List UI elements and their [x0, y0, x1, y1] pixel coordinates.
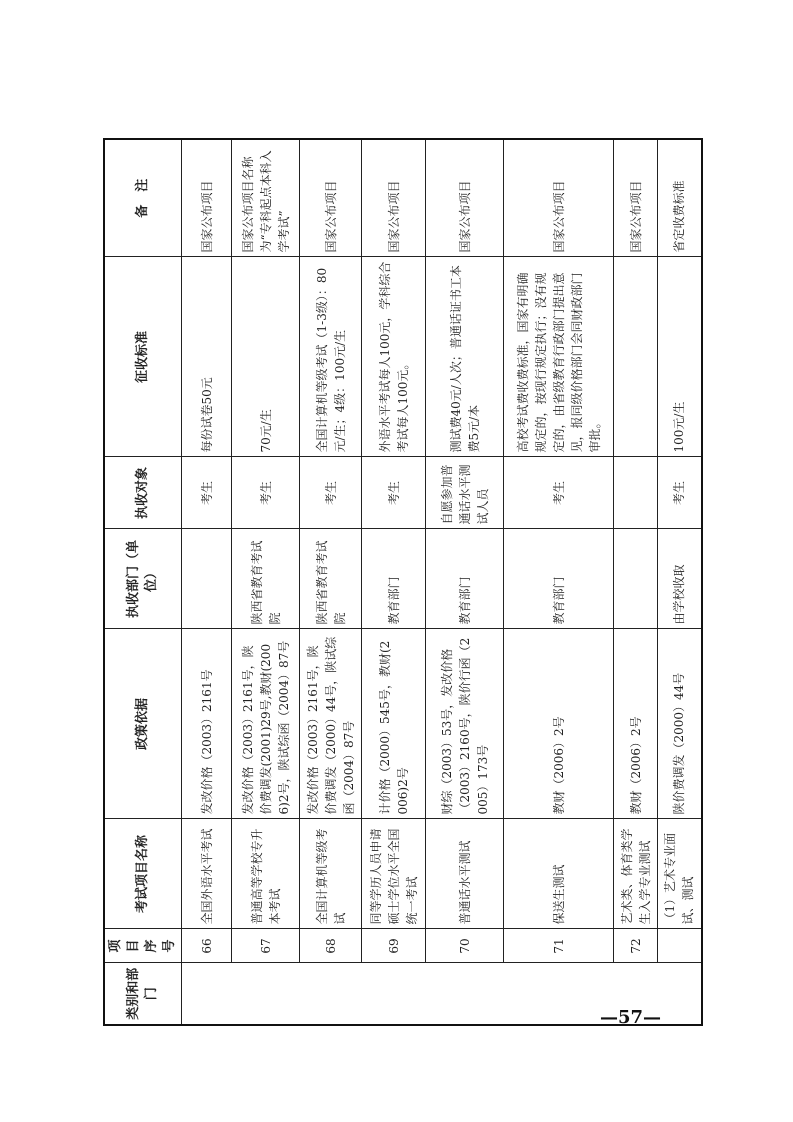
standard-cell: 外语水平考试每人100元，学科综合考试每人100元。 — [362, 257, 426, 457]
remark-cell: 省定收费标准 — [658, 139, 702, 257]
remark-cell: 国家公布项目 — [426, 139, 504, 257]
table-row — [182, 139, 232, 1025]
remark-cell: 国家公布项目 — [614, 139, 658, 257]
table-row — [232, 139, 300, 1025]
header-name: 考试项目名称 — [104, 819, 182, 929]
seq-cell: 69 — [362, 929, 426, 963]
remark-cell: 国家公布项目 — [362, 139, 426, 257]
basis-cell: 发改价格（2003）2161号，陕价费调发(2001)29号,教财(2006)2号，陕试综函（2004）87号 — [232, 629, 300, 819]
name-cell: 普通高等学校专升本考试 — [232, 819, 300, 929]
seq-cell — [658, 929, 702, 963]
standard-cell: 70元/生 — [232, 257, 300, 457]
table-row — [426, 139, 504, 1025]
dept-cell: 教育部门 — [362, 529, 426, 629]
standard-cell: 每份试卷50元 — [182, 257, 232, 457]
table-row — [658, 139, 702, 1025]
standard-cell: 100元/生 — [658, 257, 702, 457]
header-standard: 征收标准 — [104, 257, 182, 457]
target-cell: 考生 — [658, 457, 702, 529]
seq-cell: 68 — [300, 929, 362, 963]
header-seq: 项目序号 — [104, 929, 182, 963]
name-cell: 普通话水平测试 — [426, 819, 504, 929]
header-dept: 执收部门（单位） — [104, 529, 182, 629]
basis-cell: 发改价格（2003）2161号，陕价费调发（2000）44号，陕试综函（2004）87号 — [300, 629, 362, 819]
name-cell: 艺术类、体育类学生入学专业测试 — [614, 819, 658, 929]
basis-cell: 计价格（2000）545号，教财(2006)2号 — [362, 629, 426, 819]
dept-cell — [614, 529, 658, 629]
fee-table-container — [103, 140, 696, 1026]
seq-cell: 67 — [232, 929, 300, 963]
dept-cell: 由学校收取 — [658, 529, 702, 629]
target-cell: 考生 — [232, 457, 300, 529]
header-remark: 备 注 — [104, 139, 182, 257]
basis-cell: 陕价费调发（2000）44号 — [658, 629, 702, 819]
remark-cell: 国家公布项目名称为“专科起点本科入学考试” — [232, 139, 300, 257]
name-cell: （1）艺术专业面试、测试 — [658, 819, 702, 929]
name-cell: 同等学历人员申请硕士学位水平全国统一考试 — [362, 819, 426, 929]
target-cell: 考生 — [300, 457, 362, 529]
basis-cell: 教财（2006）2号 — [504, 629, 614, 819]
standard-cell — [614, 257, 658, 457]
dept-cell: 教育部门 — [504, 529, 614, 629]
target-cell: 考生 — [182, 457, 232, 529]
name-cell: 全国计算机等级考试 — [300, 819, 362, 929]
table-header-row — [104, 139, 182, 1025]
basis-cell: 教财（2006）2号 — [614, 629, 658, 819]
name-cell: 全国外语水平考试 — [182, 819, 232, 929]
target-cell: 自愿参加普通话水平测试人员 — [426, 457, 504, 529]
basis-cell: 发改价格（2003）2161号 — [182, 629, 232, 819]
seq-cell: 71 — [504, 929, 614, 963]
basis-cell: 财综（2003）53号，发改价格（2003）2160号，陕价行函（2005）173号 — [426, 629, 504, 819]
table-row — [362, 139, 426, 1025]
seq-cell: 66 — [182, 929, 232, 963]
target-cell — [614, 457, 658, 529]
page-number: —57— — [600, 1007, 662, 1028]
dept-cell: 陕西省教育考试院 — [232, 529, 300, 629]
header-target: 执收对象 — [104, 457, 182, 529]
standard-cell: 测试费40元/人次；普通话证书工本费5元/本 — [426, 257, 504, 457]
header-basis: 政策依据 — [104, 629, 182, 819]
remark-cell: 国家公布项目 — [300, 139, 362, 257]
dept-cell — [182, 529, 232, 629]
seq-cell: 70 — [426, 929, 504, 963]
name-cell: 保送生测试 — [504, 819, 614, 929]
table-row — [504, 139, 614, 1025]
seq-cell: 72 — [614, 929, 658, 963]
standard-cell: 全国计算机等级考试（1-3级）：80元/生；4级：100元/生 — [300, 257, 362, 457]
remark-cell: 国家公布项目 — [182, 139, 232, 257]
standard-cell: 高校考试费收费标准，国家有明确规定的，按现行规定执行；没有规定的，由省级教育行政部门提出意见，报同级价格部门会同财政部门审批。 — [504, 257, 614, 457]
dept-cell: 陕西省教育考试院 — [300, 529, 362, 629]
header-category: 类别和部门 — [104, 963, 182, 1025]
table-row — [300, 139, 362, 1025]
fee-table — [103, 138, 703, 1026]
target-cell: 考生 — [362, 457, 426, 529]
remark-cell: 国家公布项目 — [504, 139, 614, 257]
table-row — [614, 139, 658, 1025]
rotated-page — [103, 140, 696, 1026]
dept-cell: 教育部门 — [426, 529, 504, 629]
target-cell: 考生 — [504, 457, 614, 529]
